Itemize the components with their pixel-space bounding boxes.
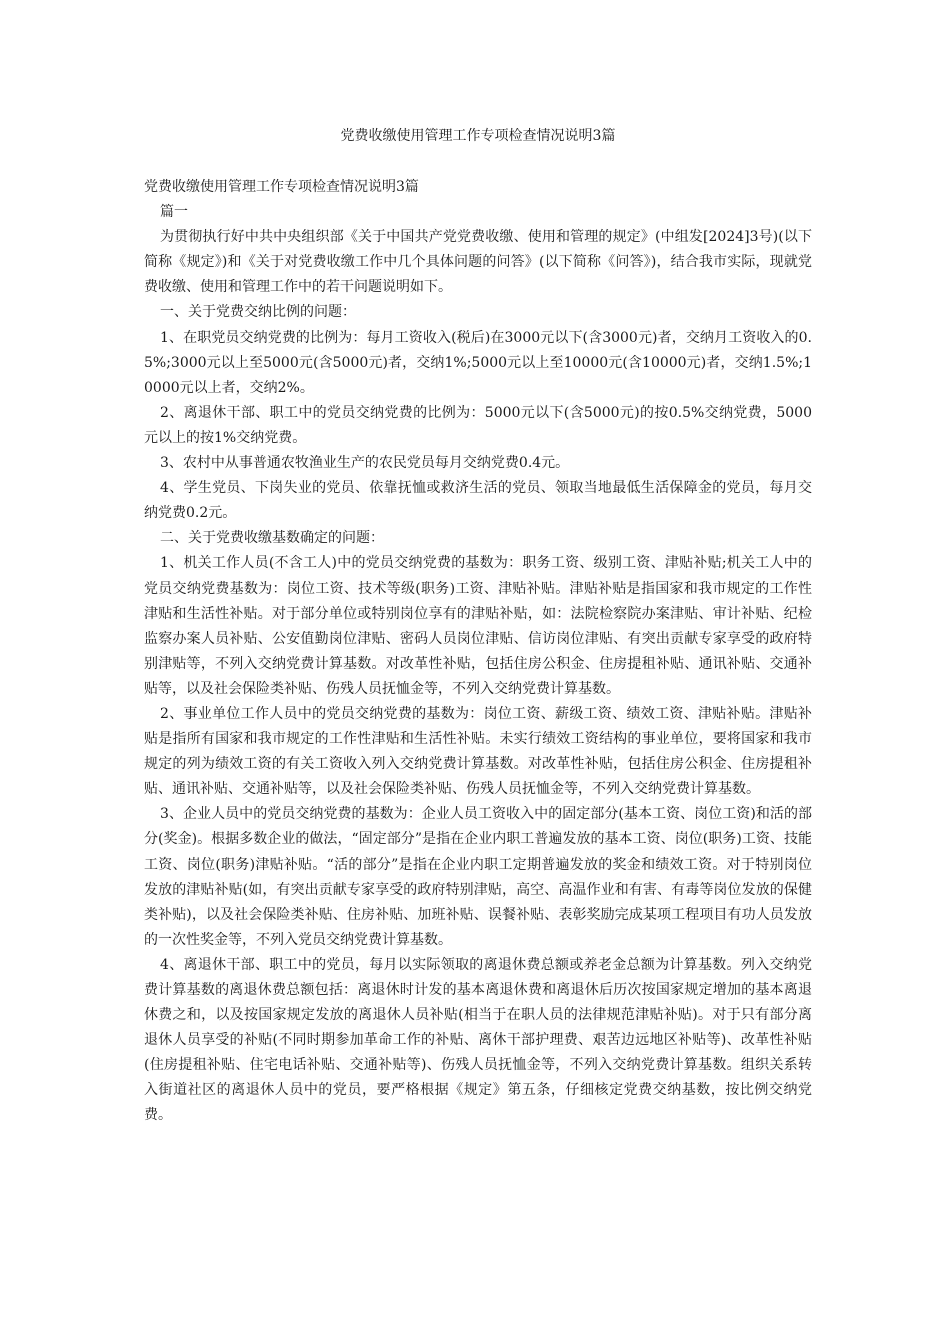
paragraph-intro: 为贯彻执行好中共中央组织部《关于中国共产党党费收缴、使用和管理的规定》(中组发[2024]3号)(以下简称《规定》)和《关于对党费收缴工作中几个具体问题的问答》(以下简称《问答》)，结合我市实际，现就党费收缴、使用和管理工作中的若干问题说明如下。	[144, 229, 812, 296]
paragraph-base-2: 2、事业单位工作人员中的党员交纳党费的基数为：岗位工资、薪级工资、绩效工资、津贴补贴。津贴补贴是指所有国家和我市规定的工作性津贴和生活性补贴。未实行绩效工资结构的事业单位，要将国家和我市规定的列为绩效工资的有关工资收入列入交纳党费计算基数。对改革性补贴，包括住房公积金、住房提租补贴、通讯补贴、交通补贴等，以及社会保险类补贴、伤残人员抚恤金等，不列入交纳党费计算基数。	[144, 705, 812, 798]
paragraph-ratio-2: 2、离退休干部、职工中的党员交纳党费的比例为：5000元以下(含5000元)的按0.5%交纳党费，5000元以上的按1%交纳党费。	[144, 404, 812, 446]
paragraph-ratio-1: 1、在职党员交纳党费的比例为：每月工资收入(税后)在3000元以下(含3000元)者，交纳月工资收入的0.5%;3000元以上至5000元(含5000元)者，交纳1%;5000元以上至10000元(含10000元)者，交纳1.5%;10000元以上者，交纳2%。	[144, 329, 812, 396]
section-heading-base: 二、关于党费收缴基数确定的问题：	[160, 530, 384, 547]
page-title: 党费收缴使用管理工作专项检查情况说明3篇	[340, 128, 616, 144]
section-heading-ratio: 一、关于党费交纳比例的问题：	[160, 304, 356, 321]
paragraph-base-3: 3、企业人员中的党员交纳党费的基数为：企业人员工资收入中的固定部分(基本工资、岗位工资)和活的部分(奖金)。根据多数企业的做法，“固定部分”是指在企业内职工普遍发放的基本工资、岗位(职务)工资、技能工资、岗位(职务)津贴补贴。“活的部分”是指在企业内职工定期普遍发放的奖金和绩效工资。对于特别岗位发放的津贴补贴(如，有突出贡献专家享受的政府特别津贴，高空、高温作业和有害、有毒等岗位发放的保健类补贴)，以及社会保险类补贴、住房补贴、加班补贴、误餐补贴、表彰奖励完成某项工程项目有功人员发放的一次性奖金等，不列入党员交纳党费计算基数。	[144, 806, 812, 948]
part-label: 篇一	[160, 204, 188, 221]
paragraph-base-1: 1、机关工作人员(不含工人)中的党员交纳党费的基数为：职务工资、级别工资、津贴补贴;机关工人中的党员交纳党费基数为：岗位工资、技术等级(职务)工资、津贴补贴。津贴补贴是指国家和我市规定的工作性津贴和生活性补贴。对于部分单位或特别岗位享有的津贴补贴，如：法院检察院办案津贴、审计补贴、纪检监察办案人员补贴、公安值勤岗位津贴、密码人员岗位津贴、信访岗位津贴、有突出贡献专家享受的政府特别津贴等，不列入交纳党费计算基数。对改革性补贴，包括住房公积金、住房提租补贴、通讯补贴、交通补贴等，以及社会保险类补贴、伤残人员抚恤金等，不列入交纳党费计算基数。	[144, 555, 812, 697]
document-body	[144, 175, 812, 1129]
paragraph-base-4: 4、离退休干部、职工中的党员，每月以实际领取的离退休费总额或养老金总额为计算基数。列入交纳党费计算基数的离退休费总额包括：离退休时计发的基本离退休费和离退休后历次按国家规定增加的基本离退休费之和，以及按国家规定发放的离退休人员补贴(相当于在职人员的法律规范津贴补贴)。对于只有部分离退休人员享受的补贴(不同时期参加革命工作的补贴、离休干部护理费、艰苦边远地区补贴等)、改革性补贴(住房提租补贴、住宅电话补贴、交通补贴等)、伤残人员抚恤金等，不列入交纳党费计算基数。组织关系转入街道社区的离退休人员中的党员，要严格根据《规定》第五条，仔细核定党费交纳基数，按比例交纳党费。	[144, 956, 812, 1124]
paragraph-ratio-4: 4、学生党员、下岗失业的党员、依靠抚恤或救济生活的党员、领取当地最低生活保障金的党员，每月交纳党费0.2元。	[144, 480, 812, 522]
document-heading: 党费收缴使用管理工作专项检查情况说明3篇	[144, 179, 419, 195]
paragraph-ratio-3: 3、农村中从事普通农牧渔业生产的农民党员每月交纳党费0.4元。	[160, 455, 570, 472]
